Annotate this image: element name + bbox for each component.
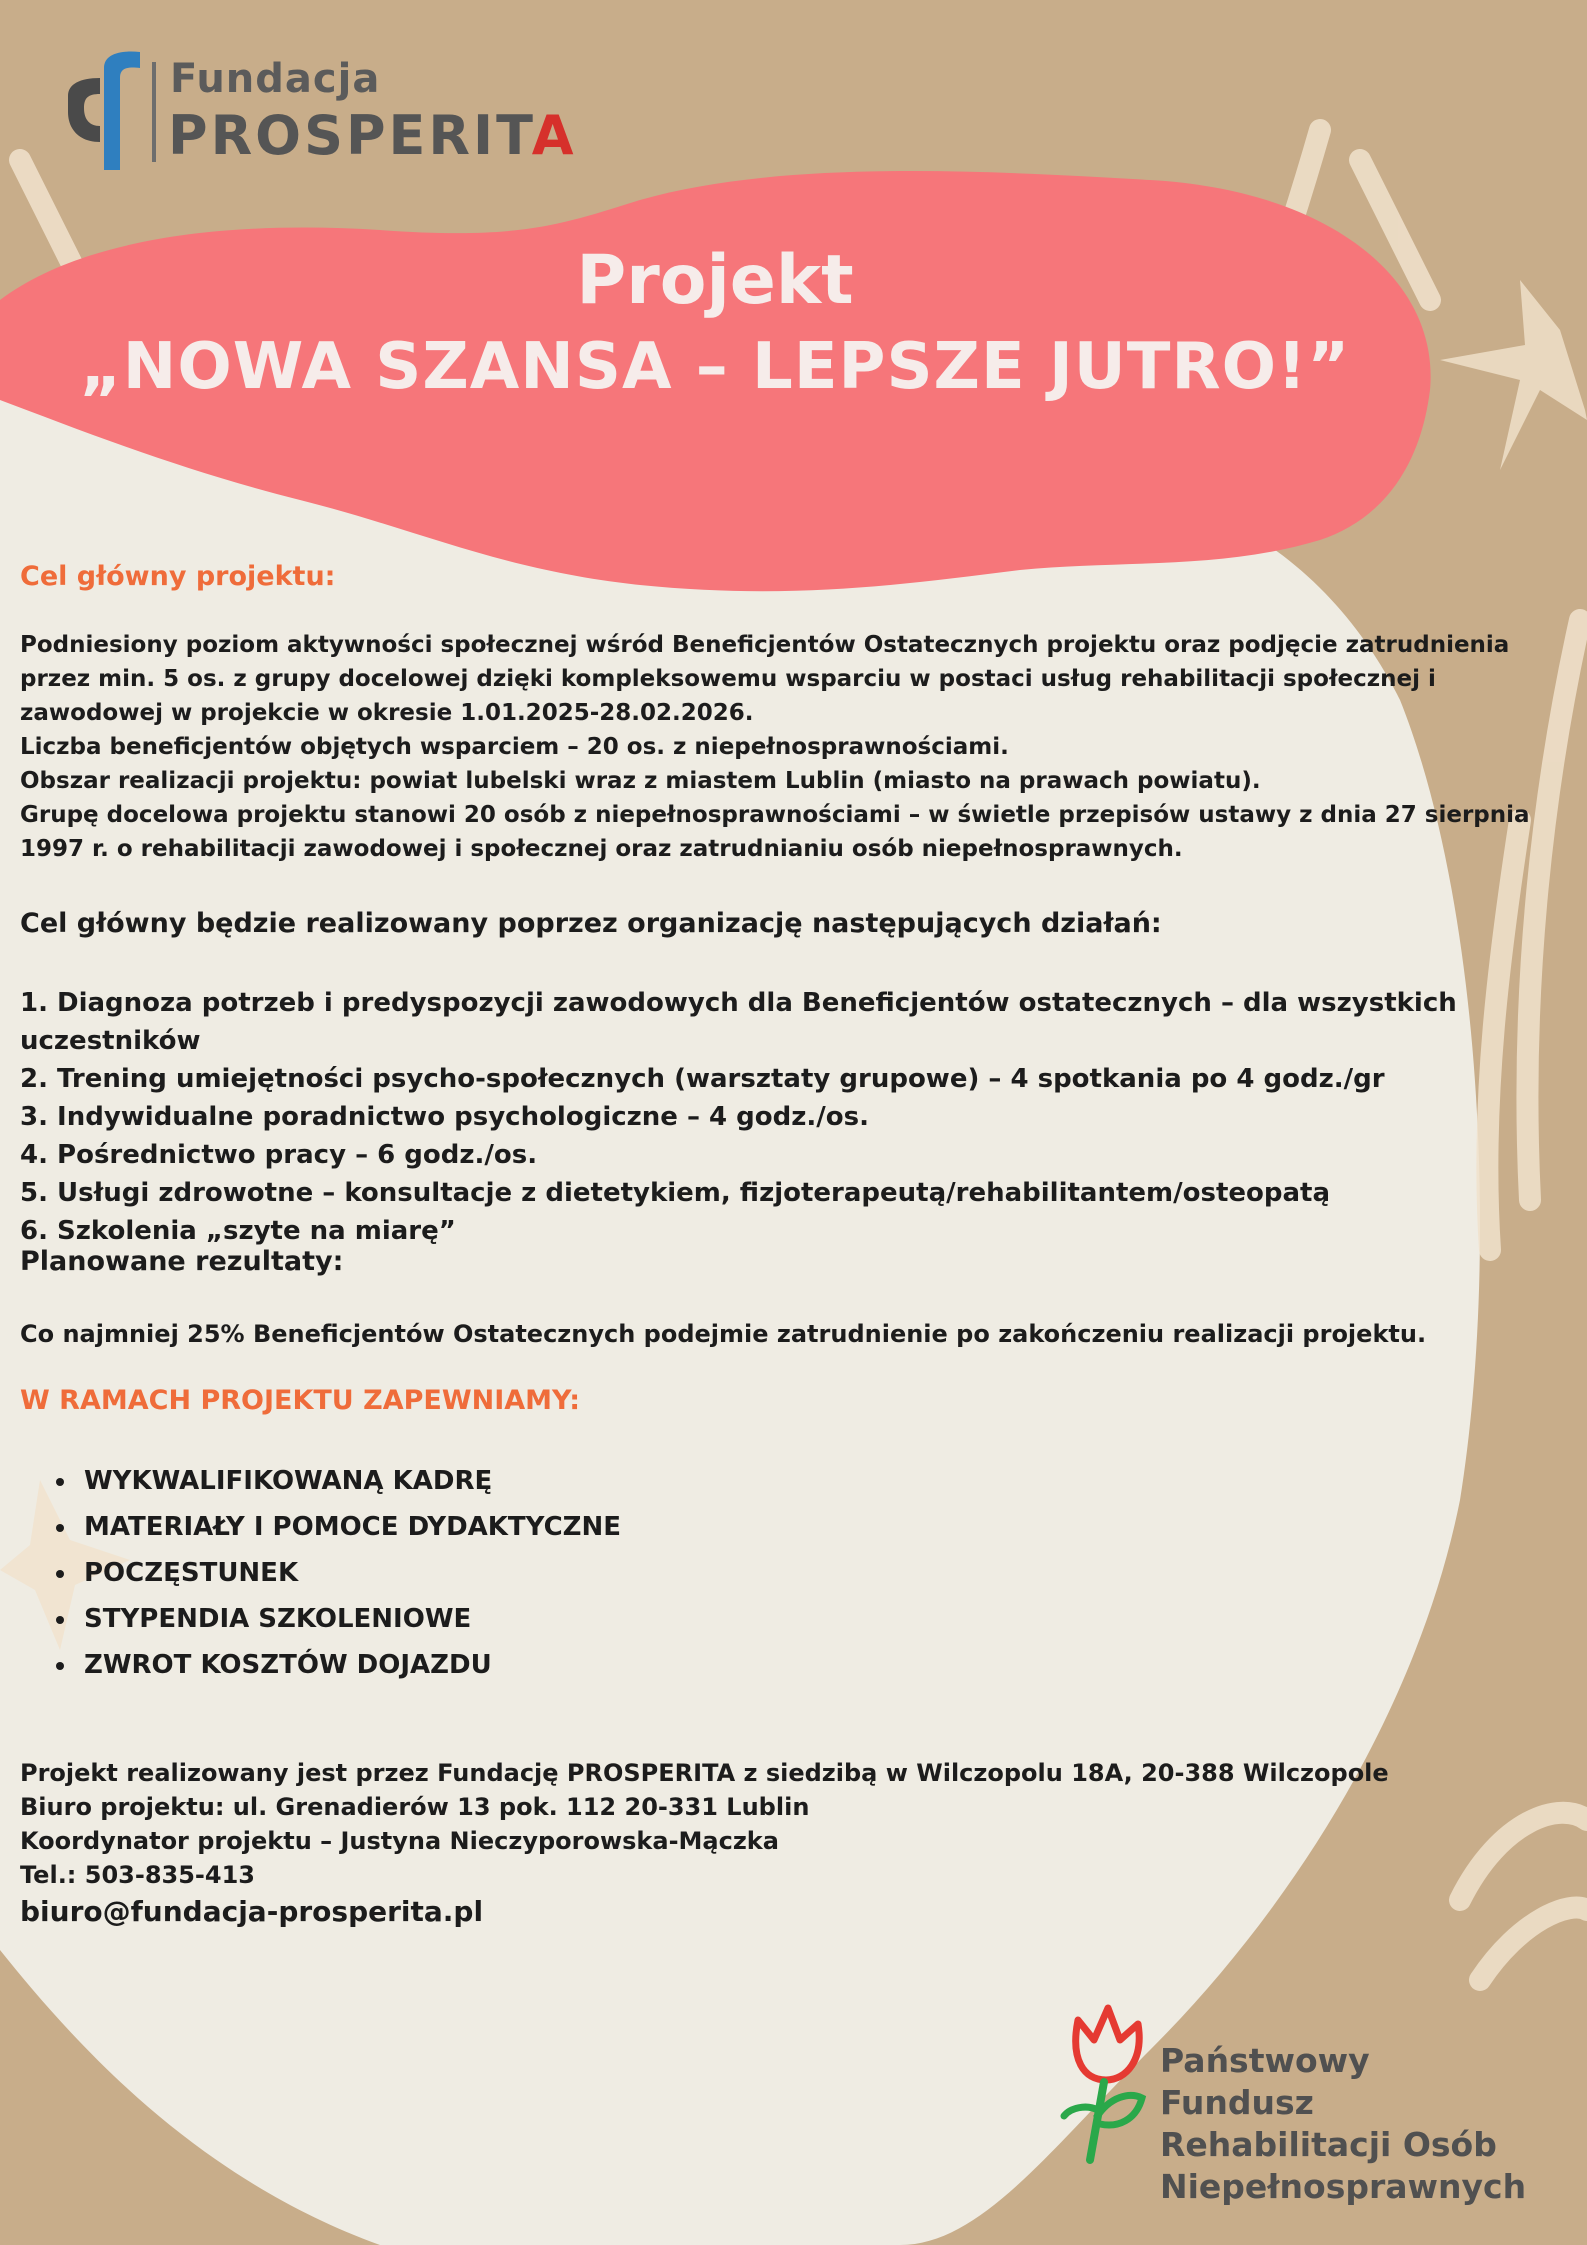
logo-divider bbox=[152, 62, 156, 162]
results-heading: Planowane rezultaty: bbox=[20, 1246, 344, 1277]
fundacja-prosperita-logo bbox=[60, 48, 577, 178]
prosperita-mark-icon bbox=[60, 48, 160, 176]
goal-paragraph: Podniesiony poziom aktywności społecznej wśród Beneficjentów Ostatecznych projektu oraz podjęcie zatrudnienia przez min. 5 os. z grupy docelowej dzięki kompleksowemu wsparciu w postaci usług rehabilitacji społecznej i zawodowej w projekcie w okresie 1.01.2025-28.02.2026. bbox=[20, 632, 1510, 726]
pfron-line2: Rehabilitacji Osób bbox=[1160, 2125, 1497, 2164]
goal-paragraph: Liczba beneficjentów objętych wsparciem – 20 os. z niepełnosprawnościami. bbox=[20, 734, 1009, 760]
logo-line1: Fundacja bbox=[170, 56, 381, 102]
pfron-line3: Niepełnosprawnych bbox=[1160, 2167, 1527, 2206]
pfron-logo bbox=[1060, 2000, 1527, 2206]
list-item: • ZWROT KOSZTÓW DOJAZDU bbox=[78, 1642, 621, 1688]
list-item: • MATERIAŁY I POMOCE DYDAKTYCZNE bbox=[78, 1504, 621, 1550]
list-item: 1. Diagnoza potrzeb i predyspozycji zawodowych dla Beneficjentów ostatecznych – dla wszystkich uczestników bbox=[20, 988, 1457, 1056]
goal-heading: Cel główny projektu: bbox=[20, 561, 336, 592]
list-item: 5. Usługi zdrowotne – konsultacje z dietetykiem, fizjoterapeutą/rehabilitantem/osteopatą bbox=[20, 1178, 1331, 1208]
title-line2: „NOWA SZANSA – LEPSZE JUTRO!” bbox=[79, 330, 1351, 404]
list-item: • STYPENDIA SZKOLENIOWE bbox=[78, 1596, 621, 1642]
provide-heading: W RAMACH PROJEKTU ZAPEWNIAMY: bbox=[20, 1385, 581, 1416]
footer-line: Koordynator projektu – Justyna Nieczyporowska-Mączka bbox=[20, 1827, 779, 1855]
footer-line: Projekt realizowany jest przez Fundację PROSPERITA z siedzibą w Wilczopolu 18A, 20-388 Wilczopole bbox=[20, 1759, 1389, 1787]
list-item: 4. Pośrednictwo pracy – 6 godz./os. bbox=[20, 1140, 538, 1170]
list-item: 3. Indywidualne poradnictwo psychologiczne – 4 godz./os. bbox=[20, 1102, 869, 1132]
list-item: • WYKWALIFIKOWANĄ KADRĘ bbox=[78, 1458, 621, 1504]
pfron-name bbox=[1160, 2040, 1526, 2208]
page-title bbox=[0, 238, 1430, 410]
tulip-icon bbox=[1060, 2000, 1150, 2170]
list-item: 6. Szkolenia „szyte na miarę” bbox=[20, 1216, 456, 1246]
results-text: Co najmniej 25% Beneficjentów Ostatecznych podejmie zatrudnienie po zakończeniu realizacji projektu. bbox=[20, 1320, 1427, 1348]
list-item: • POCZĘSTUNEK bbox=[78, 1550, 621, 1596]
email-link[interactable]: biuro@fundacja-prosperita.pl bbox=[20, 1895, 484, 1928]
footer-line: Tel.: 503-835-413 bbox=[20, 1861, 255, 1889]
provide-list bbox=[48, 1458, 621, 1688]
goal-paragraph: Obszar realizacji projektu: powiat lubelski wraz z miastem Lublin (miasto na prawach powiatu). bbox=[20, 768, 1261, 794]
goal-paragraph: Grupę docelowa projektu stanowi 20 osób z niepełnosprawnościami – w świetle przepisów ustawy z dnia 27 sierpnia 1997 r. o rehabilitacji zawodowej i społecznej oraz zatrudnianiu osób niepełnosprawnych. bbox=[20, 802, 1530, 862]
title-line1: Projekt bbox=[576, 241, 854, 320]
contact-footer bbox=[20, 1756, 1389, 1932]
pfron-line1: Państwowy Fundusz bbox=[1160, 2041, 1370, 2122]
goal-section bbox=[20, 560, 1560, 866]
activities-heading: Cel główny będzie realizowany poprzez organizację następujących działań: bbox=[20, 908, 1162, 939]
list-item: 2. Trening umiejętności psycho-społecznych (warsztaty grupowe) – 4 spotkania po 4 godz./gr bbox=[20, 1064, 1385, 1094]
activities-list bbox=[20, 984, 1587, 1250]
logo-line2: PROSPERITA bbox=[168, 104, 577, 167]
footer-line: Biuro projektu: ul. Grenadierów 13 pok. 112 20-331 Lublin bbox=[20, 1793, 810, 1821]
